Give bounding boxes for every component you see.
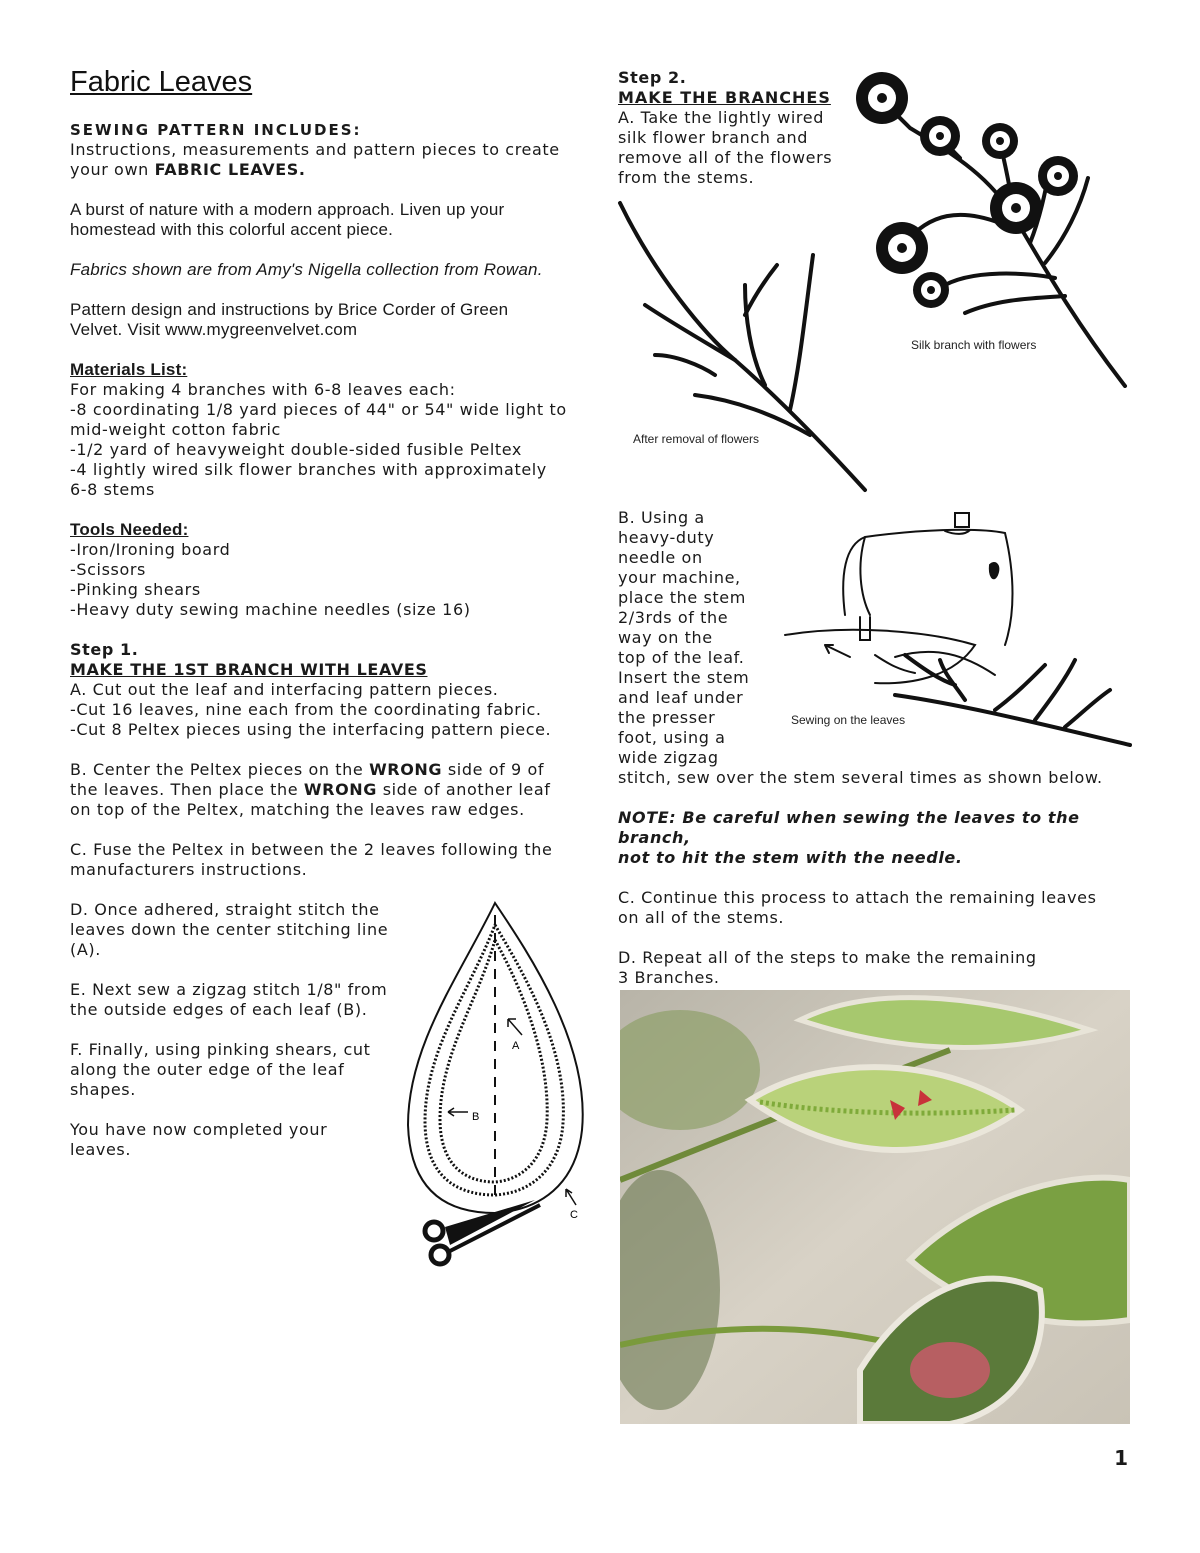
step1-d-line: leaves down the center stitching line — [70, 920, 389, 939]
step1-heading: MAKE THE 1ST BRANCH WITH LEAVES — [70, 660, 428, 679]
includes-heading: SEWING PATTERN INCLUDES: — [70, 121, 362, 139]
page-number: 1 — [1114, 1446, 1128, 1470]
list-item: -Iron/Ironing board — [70, 540, 231, 559]
step2-b-line: your machine, — [618, 568, 741, 587]
arrow-b — [448, 1108, 468, 1116]
step1-b-line: the leaves. Then place the WRONG side of another leaf — [70, 780, 551, 799]
step2-a-line: remove all of the flowers — [618, 148, 833, 167]
step2-d-line: D. Repeat all of the steps to make the remaining — [618, 948, 1037, 967]
step2-a-line: silk flower branch and — [618, 128, 809, 147]
step2-b-line: the presser — [618, 708, 716, 727]
label-b: B — [472, 1111, 480, 1123]
step2-intro — [618, 68, 878, 188]
step2-c-line: C. Continue this process to attach the remaining leaves — [618, 888, 1097, 907]
label-c: C — [570, 1209, 578, 1221]
step2-b-line: heavy-duty — [618, 528, 715, 547]
step2-b-line: foot, using a — [618, 728, 726, 747]
intro-line-2: homestead with this colorful accent piece. — [70, 220, 394, 239]
step1-c-line: manufacturers instructions. — [70, 860, 308, 879]
credit-line-2: Velvet. Visit www.mygreenvelvet.com — [70, 320, 358, 339]
caption-sewing: Sewing on the leaves — [791, 713, 906, 727]
list-item: -Scissors — [70, 560, 146, 579]
list-item: -8 coordinating 1/8 yard pieces of 44" or 54" wide light to — [70, 400, 567, 419]
step1-a-line: A. Cut out the leaf and interfacing pattern pieces. — [70, 680, 499, 699]
step2-b-line: Insert the stem — [618, 668, 750, 687]
pink-flower-print — [910, 1342, 990, 1398]
step2-b-line: 2/3rds of the — [618, 608, 729, 627]
list-item: -1/2 yard of heavyweight double-sided fusible Peltex — [70, 440, 522, 459]
leaf-outer-cut-line — [408, 903, 583, 1213]
tools-list — [70, 540, 590, 620]
note-line: NOTE: Be careful when sewing the leaves to the branch, — [618, 808, 1080, 847]
list-item: 6-8 stems — [70, 480, 155, 499]
step2-label: Step 2. — [618, 68, 687, 87]
arrow-a — [508, 1019, 522, 1035]
step1-a-line: -Cut 8 Peltex pieces using the interfacing pattern piece. — [70, 720, 552, 739]
step1-b-line: on top of the Peltex, matching the leaves raw edges. — [70, 800, 525, 819]
website-link[interactable]: www.mygreenvelvet.com — [165, 320, 358, 339]
step1-d-line: (A). — [70, 940, 101, 959]
step2-b-line: B. Using a — [618, 508, 705, 527]
step1-label: Step 1. — [70, 640, 139, 659]
leaf-pattern-diagram — [400, 895, 600, 1275]
list-item: -4 lightly wired silk flower branches with approximately — [70, 460, 547, 479]
list-item: mid-weight cotton fabric — [70, 420, 281, 439]
step2-b-line: top of the leaf. — [618, 648, 745, 667]
step2-b-line: way on the — [618, 628, 713, 647]
materials-list — [70, 380, 590, 500]
list-item: -Heavy duty sewing machine needles (size 16) — [70, 600, 471, 619]
includes-line: Instructions, measurements and pattern pieces to create — [70, 140, 560, 159]
tools-heading: Tools Needed: — [70, 520, 189, 539]
caption-flowers: Silk branch with flowers — [911, 338, 1037, 352]
step1-a-line: -Cut 16 leaves, nine each from the coordinating fabric. — [70, 700, 542, 719]
step1-e-line: E. Next sew a zigzag stitch 1/8" from — [70, 980, 388, 999]
materials-heading: Materials List: — [70, 360, 188, 379]
step2-b-line: and leaf under — [618, 688, 744, 707]
arrow-c — [566, 1189, 576, 1205]
includes-line-2: your own FABRIC LEAVES. — [70, 160, 306, 179]
intro-line: A burst of nature with a modern approach. Liven up your — [70, 200, 505, 219]
step2-c-line: on all of the stems. — [618, 908, 785, 927]
step1-f-line: F. Finally, using pinking shears, cut — [70, 1040, 371, 1059]
step2-a-line: A. Take the lightly wired — [618, 108, 824, 127]
fabrics-note: Fabrics shown are from Amy's Nigella collection from Rowan. — [70, 260, 543, 279]
step2-b-line: place the stem — [618, 588, 746, 607]
pinking-shears-icon — [425, 1200, 540, 1264]
step2-d-line: 3 Branches. — [618, 968, 720, 987]
step1-b-line: B. Center the Peltex pieces on the WRONG side of 9 of — [70, 760, 545, 779]
done-line: leaves. — [70, 1140, 132, 1159]
step2-heading: MAKE THE BRANCHES — [618, 88, 831, 107]
step1-e-line: the outside edges of each leaf (B). — [70, 1000, 368, 1019]
caption-removed: After removal of flowers — [633, 432, 760, 446]
step2-b-line: stitch, sew over the stem several times as shown below. — [618, 768, 1103, 787]
step1-c-line: C. Fuse the Peltex in between the 2 leaves following the — [70, 840, 553, 859]
note-line: not to hit the stem with the needle. — [618, 848, 963, 867]
done-line: You have now completed your — [70, 1120, 328, 1139]
step2-a-line: from the stems. — [618, 168, 755, 187]
list-item: For making 4 branches with 6-8 leaves each: — [70, 380, 456, 399]
step2-b-line: needle on — [618, 548, 703, 567]
bare-branch-illustration — [615, 195, 870, 495]
credit-line: Pattern design and instructions by Brice Corder of Green — [70, 300, 509, 319]
list-item: -Pinking shears — [70, 580, 201, 599]
page-title: Fabric Leaves — [70, 66, 253, 98]
step2-b-line: wide zigzag — [618, 748, 719, 767]
label-a: A — [512, 1040, 520, 1052]
step1-f-line: shapes. — [70, 1080, 136, 1099]
step1-d-line: D. Once adhered, straight stitch the — [70, 900, 380, 919]
step1-f-line: along the outer edge of the leaf — [70, 1060, 345, 1079]
finished-leaves-photo — [620, 990, 1130, 1424]
